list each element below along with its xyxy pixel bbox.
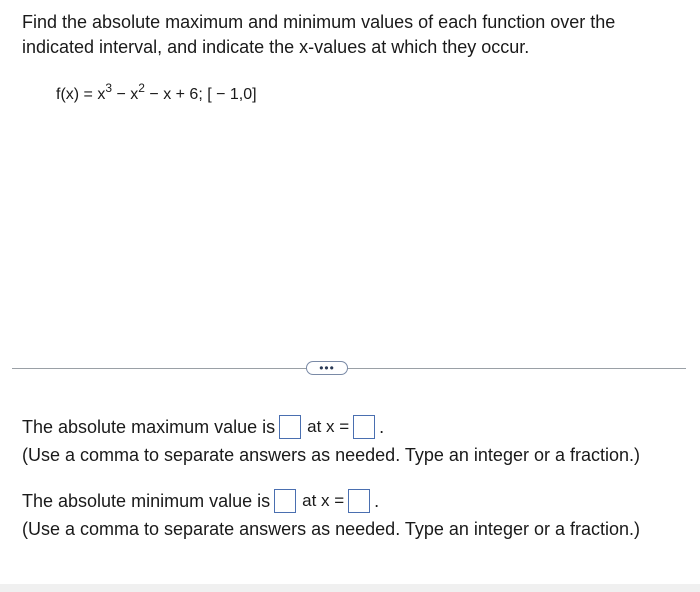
max-hint-text: (Use a comma to separate answers as needed. Type an integer or a fraction.) [22, 445, 640, 465]
formula-exponent-2: 2 [138, 81, 145, 95]
max-answer-prefix: The absolute maximum value is [22, 417, 276, 437]
formula-lhs: f(x) = x [56, 86, 106, 103]
min-value-input[interactable] [274, 489, 296, 513]
min-answer-suffix: . [374, 491, 380, 511]
max-answer-suffix: . [379, 417, 385, 437]
max-value-input[interactable] [279, 415, 301, 439]
formula-rhs: − x + 6; [ − 1,0] [144, 86, 257, 103]
formula-exponent-3: 3 [105, 81, 113, 95]
min-hint-text: (Use a comma to separate answers as needed. Type an integer or a fraction.) [22, 519, 640, 539]
min-x-value-input[interactable] [348, 489, 370, 513]
section-divider [12, 368, 686, 369]
more-options-button[interactable]: ••• [306, 361, 348, 375]
max-at-label: at x = [307, 417, 350, 436]
footer-band [0, 584, 700, 592]
min-answer-prefix: The absolute minimum value is [22, 491, 271, 511]
function-formula [56, 81, 257, 106]
min-at-label: at x = [302, 491, 345, 510]
min-answer-row [22, 489, 379, 513]
max-answer-row [22, 415, 384, 439]
question-text: Find the absolute maximum and minimum values of each function over the indicated interval, and indicate the x-values at which they occur. [22, 12, 616, 57]
formula-mid: − x [112, 86, 139, 103]
max-x-value-input[interactable] [353, 415, 375, 439]
